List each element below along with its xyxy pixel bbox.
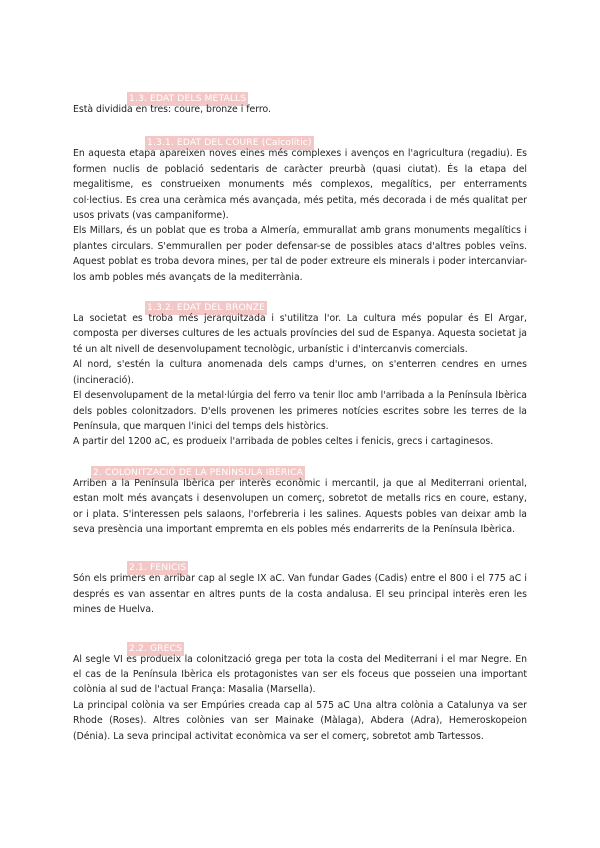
section-heading-row [145, 295, 527, 314]
section-heading-1-3-1: 1.3.1. EDAT DEL COURE (Calcolític) [147, 137, 312, 149]
paragraph: Al nord, s'estén la cultura anomenada dels camps d'urnes, on s'enterren cendres en urnes (incineració). [73, 359, 527, 386]
paragraph: Està dividida en tres: coure, bronze i ferro. [73, 104, 271, 115]
section-heading-row [127, 555, 527, 574]
section-heading-row [127, 86, 527, 104]
paragraph: El desenvolupament de la metal·lúrgia del ferro va tenir lloc amb l'arribada a la Península Ibèrica dels pobles colonitzadors. D'ells provenen les primeres notícies escrites sobre les terres de la Península, que marquen l'inici del temps dels històrics. [73, 390, 527, 432]
paragraph: La principal colònia va ser Empúries creada cap al 575 aC Una altra colònia a Catalunya va ser Rhode (Roses). Altres colònies van ser Mainake (Màlaga), Abdera (Adra), Hemeroskopeion (Dénia). La seva principal activitat econòmica va ser el comerç, sobretot amb Tartessos. [73, 699, 527, 742]
section-heading-row [91, 460, 527, 478]
paragraph: A partir del 1200 aC, es produeix l'arribada de pobles celtes i fenicis, grecs i cartaginesos. [73, 436, 494, 448]
section-heading-2-2: 2.2. GRECS [129, 642, 183, 654]
paragraph: Arriben a la Península Ibèrica per interès econòmic i mercantil, ja que al Mediterrani oriental, estan molt més avançats i desenvolupen un comerç, sobretot de metalls rics en coure, estany, or i plata. S'interessen pels salaons, l'orfebreria i les salines. Aquests pobles van deixar amb la seva presència una important empremta en els pobles més endarrerits de la Península Ibèrica. [73, 477, 527, 535]
section-heading-2: 2. COLONITZACIÓ DE LA PENÍNSULA IBÈRICA [93, 466, 303, 478]
paragraph: En aquesta etapa apareixen noves eines més complexes i avenços en l'agricultura (regadiu). Es formen nuclis de població sedentaris de caràcter preurbà (quasi ciutat). És la etapa del megalitisme, es construeixen monuments més complexos, megalítics, per enterraments col·lectius. Es crea una ceràmica més avançada, més petita, més decorada i de més qualitat per usos privats (vas campaniforme). [73, 148, 527, 222]
paragraph: Són els primers en arribar cap al segle IX aC. Van fundar Gades (Cadis) entre el 800 i el 775 aC i després es van assentar en altres punts de la costa andalusa. El seu principal interès eren les mines de Huelva. [73, 573, 527, 616]
paragraph: Els Millars, és un poblat que es troba a Almería, emmurallat amb grans monuments megalítics i plantes circulars. S'emmurallen per poder defensar-se de possibles atacs d'altres pobles veïns. Aquest poblat es troba devora mines, per tal de poder extreure els minerals i poder intercanviar-los amb pobles més avançats de la mediterrània. [73, 225, 527, 283]
section-heading-1-3: 1.3. EDAT DELS METALLS [129, 93, 247, 104]
paragraph: La societat es troba més jerarquitzada i s'utilitza l'or. La cultura més popular és El Argar, composta per diverses cultures de les actuals províncies del sud de Espanya. Aquesta societat ja té un alt nivell de desenvolupament tecnològic, urbanístic i d'intercanvis comercials. [73, 313, 527, 355]
section-heading-row [127, 636, 527, 654]
paragraph: Al segle VI es produeix la colonització grega per tota la costa del Mediterrani i el mar Negre. En el cas de la Península Ibèrica els protagonistes van ser els foceus que posseien una important colònia al sud de l'actual França: Masalia (Marsella). [73, 653, 527, 696]
section-heading-row [145, 130, 527, 149]
section-heading-2-1: 2.1. FENICIS [129, 562, 187, 574]
section-heading-1-3-2: 1.3.2. EDAT DEL BRONZE [147, 302, 266, 314]
document-page [73, 86, 527, 744]
